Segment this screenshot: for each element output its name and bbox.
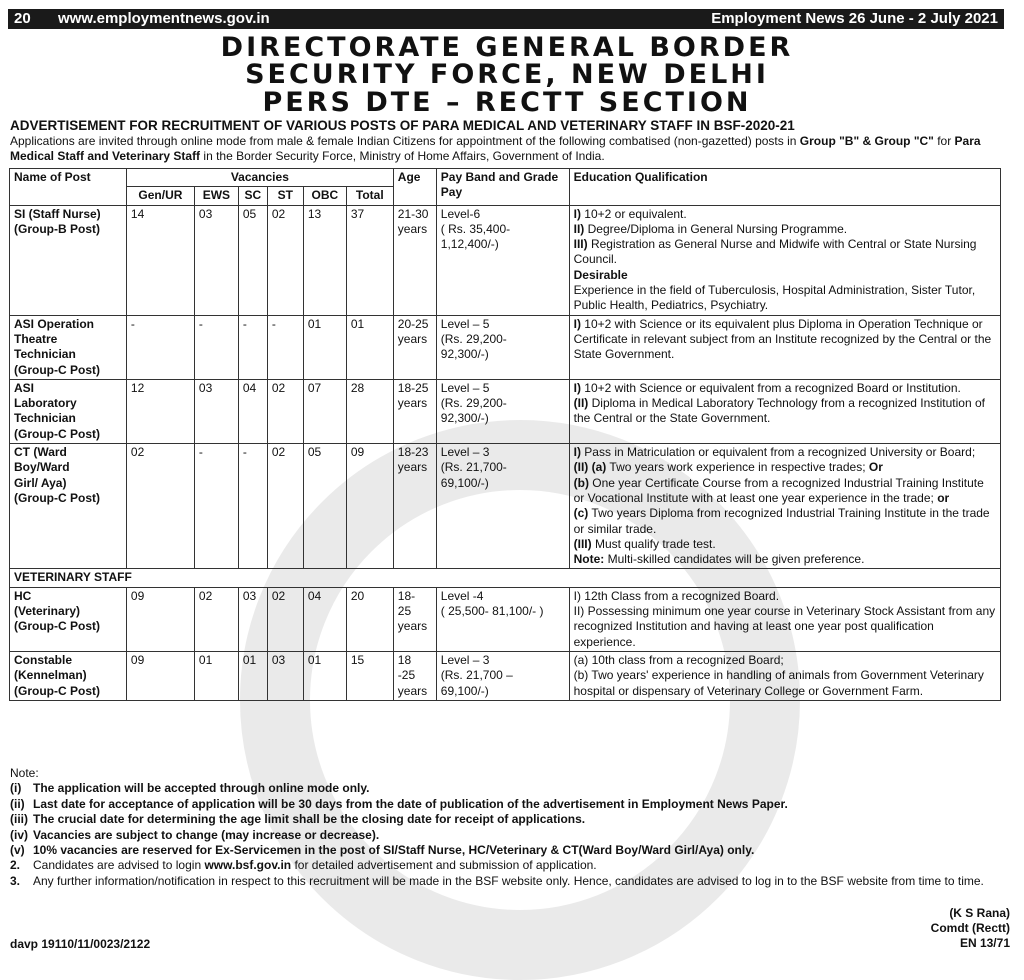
education-line (574, 668, 996, 699)
header-total: Total (346, 187, 393, 205)
education-text: Multi-skilled candidates will be given preference. (604, 552, 865, 567)
age-line: years (397, 460, 428, 475)
vacancy-ews-cell: 02 (194, 587, 238, 651)
education-line (574, 222, 996, 237)
note-key: (iv) (10, 827, 28, 842)
education-marker: II) (573, 221, 585, 236)
education-text: (b) Two years' experience in handling of animals from Government Veterinary hospital or dispensary of Veterinary College or Government Farm. (573, 668, 984, 698)
education-text: Must qualify trade test. (591, 536, 716, 551)
post-name-cell (10, 587, 127, 651)
post-name-line: CT (Ward (14, 445, 67, 460)
education-marker: Note: (573, 552, 605, 567)
education-cell (569, 315, 1000, 379)
post-name-line: (Group-C Post) (14, 426, 100, 441)
post-name-cell (10, 205, 127, 315)
note-key: 2. (10, 858, 21, 873)
post-name-line: HC (14, 588, 32, 603)
note-item (10, 781, 1005, 796)
vacancy-st-cell: 02 (267, 205, 303, 315)
intro-staff: Para Medical Staff and Veterinary Staff (10, 134, 981, 163)
post-name-cell (10, 651, 127, 700)
vacancy-st-cell: 02 (267, 587, 303, 651)
education-text: One year Certificate Course from a recognized Industrial Training Institute or Vocational Institute with at least one year experience in the trade; (573, 475, 984, 505)
education-line (574, 460, 996, 475)
education-line (574, 207, 996, 222)
age-line: 18-25 (397, 380, 429, 395)
vacancy-gen-cell: 09 (126, 587, 194, 651)
header-age: Age (393, 169, 436, 206)
pay-cell (436, 651, 569, 700)
site-url: www.employmentnews.gov.in (58, 10, 270, 27)
post-name-line: Laboratory (14, 396, 77, 411)
pay-line: ( Rs. 35,400- (440, 221, 511, 236)
pay-line: Level – 5 (440, 316, 490, 331)
education-marker: III) (573, 237, 588, 252)
age-line: 18-23 (397, 445, 429, 460)
vacancy-total-cell: 09 (346, 444, 393, 569)
education-marker: Desirable (573, 267, 628, 282)
age-line: 20-25 (397, 316, 429, 331)
title-line-3: PERS DTE – RECTT SECTION (262, 87, 752, 118)
header-obc: OBC (303, 187, 346, 205)
education-line (574, 589, 996, 604)
table-row (10, 444, 1001, 569)
bsf-website-link[interactable]: www.bsf.gov.in (204, 858, 292, 873)
intro-text-1: Applications are invited through online mode from male & female Indian Citizens for appointment of the following combatised (non-gazetted) posts in (10, 134, 800, 148)
header-education: Education Qualification (569, 169, 1000, 206)
education-text: Diploma in Medical Laboratory Technology from a recognized Institution of the Central or the State Government. (573, 396, 985, 426)
pay-line: 92,300/-) (440, 347, 489, 362)
education-line (574, 604, 996, 650)
pay-line: (Rs. 21,700 – (440, 668, 513, 683)
post-name-line: (Kennelman) (14, 668, 87, 683)
note-item-3 (10, 874, 1005, 889)
signature-code: EN 13/71 (959, 936, 1010, 950)
pay-cell (436, 587, 569, 651)
note-text: for detailed advertisement and submission of application. (291, 858, 597, 873)
note-text: Candidates are advised to login (33, 858, 205, 873)
intro-groups: Group "B" & Group "C" (799, 134, 934, 148)
education-marker: (III) (573, 536, 592, 551)
section-row (10, 569, 1001, 587)
post-name-line: Technician (14, 347, 76, 362)
vacancy-sc-cell: 03 (238, 587, 267, 651)
section-veterinary-staff: VETERINARY STAFF (10, 569, 1001, 587)
table-row (10, 587, 1001, 651)
vacancy-ews-cell: 03 (194, 379, 238, 443)
education-text: 10+2 or equivalent. (580, 206, 687, 221)
vacancy-total-cell: 37 (346, 205, 393, 315)
note-text: Last date for acceptance of application will be 30 days from the date of publication of the advertisement in Employment News Paper. (33, 796, 788, 811)
pay-line: Level – 3 (440, 652, 490, 667)
education-marker: Or (868, 460, 883, 475)
education-cell (569, 379, 1000, 443)
pay-cell (436, 379, 569, 443)
vacancy-obc-cell: 04 (303, 587, 346, 651)
post-name-line: (Group-C Post) (14, 362, 100, 377)
age-line: years (397, 619, 428, 634)
title-line-1: DIRECTORATE GENERAL BORDER (220, 32, 794, 63)
vacancy-total-cell: 01 (346, 315, 393, 379)
vacancy-sc-cell: 05 (238, 205, 267, 315)
education-text: Two years work experience in respective trades; (606, 460, 869, 475)
education-line (574, 237, 996, 268)
table-row (10, 205, 1001, 315)
note-item (10, 812, 1005, 827)
pay-cell (436, 205, 569, 315)
education-marker: I) (573, 316, 581, 331)
post-name-line: ASI Operation (14, 316, 95, 331)
vacancy-st-cell: 02 (267, 379, 303, 443)
intro-text-3: in the Border Security Force, Ministry of Home Affairs, Government of India. (200, 148, 605, 163)
pay-line: 92,300/-) (440, 411, 489, 426)
pay-line: 69,100/-) (440, 683, 489, 698)
age-line: years (397, 683, 428, 698)
header-vacancies: Vacancies (126, 169, 393, 187)
intro-paragraph (10, 134, 1010, 163)
education-line (574, 653, 996, 668)
vacancy-obc-cell: 13 (303, 205, 346, 315)
post-name-line: ASI (14, 380, 35, 395)
table-row (10, 651, 1001, 700)
age-line: years (397, 331, 428, 346)
vacancy-sc-cell: 04 (238, 379, 267, 443)
note-text: 10% vacancies are reserved for Ex-Servicemen in the post of SI/Staff Nurse, HC/Veterinary & CT(Ward Boy/Ward Girl/Aya) only. (33, 843, 755, 858)
pay-line: Level -4 (440, 588, 484, 603)
table-row (10, 315, 1001, 379)
note-item-2 (10, 858, 1005, 873)
education-marker: I) (573, 445, 581, 460)
education-line (574, 506, 996, 537)
note-item (10, 843, 1005, 858)
note-key: (v) (10, 843, 25, 858)
education-marker: (b) (573, 475, 589, 490)
education-marker: I) (573, 206, 581, 221)
education-text: Degree/Diploma in General Nursing Programme. (584, 221, 848, 236)
education-line (574, 476, 996, 507)
post-name-line: Boy/Ward (14, 460, 70, 475)
davp-number: davp 19110/11/0023/2122 (10, 937, 151, 951)
education-marker: I) (573, 380, 581, 395)
pay-line: (Rs. 29,200- (440, 396, 507, 411)
vacancy-obc-cell: 05 (303, 444, 346, 569)
education-marker: (II) (573, 396, 589, 411)
signature-block (931, 906, 1010, 951)
notes-label: Note: (10, 766, 39, 780)
pay-line: ( 25,500- 81,100/- ) (440, 604, 544, 619)
pay-line: (Rs. 29,200- (440, 331, 507, 346)
title-line-2: SECURITY FORCE, NEW DELHI (245, 59, 769, 90)
notes-section (10, 766, 1005, 889)
vacancy-obc-cell: 01 (303, 315, 346, 379)
vacancy-gen-cell: 14 (126, 205, 194, 315)
age-line: 18- 25 (397, 588, 416, 619)
page-number: 20 (14, 10, 31, 27)
pay-line: 69,100/-) (440, 475, 489, 490)
post-name-line: (Group-B Post) (14, 221, 100, 236)
note-item (10, 828, 1005, 843)
age-cell (393, 444, 436, 569)
age-cell (393, 651, 436, 700)
page-header-bar (8, 9, 1004, 29)
education-text: Two years Diploma from recognized Industrial Training Institute in the trade or similar trade. (573, 506, 990, 536)
vacancy-sc-cell: - (238, 444, 267, 569)
post-name-line: SI (Staff Nurse) (14, 206, 101, 221)
post-name-cell (10, 315, 127, 379)
vacancy-ews-cell: - (194, 315, 238, 379)
education-marker: (c) (573, 506, 589, 521)
note-key: (i) (10, 781, 22, 796)
age-line: years (397, 221, 428, 236)
age-cell (393, 205, 436, 315)
post-name-line: Constable (14, 652, 73, 667)
vacancy-ews-cell: 01 (194, 651, 238, 700)
note-text: The application will be accepted through online mode only. (33, 781, 370, 796)
post-name-line: (Group-C Post) (14, 683, 100, 698)
education-line (574, 317, 996, 363)
pay-line: Level – 3 (440, 445, 490, 460)
vacancy-gen-cell: 09 (126, 651, 194, 700)
education-line (574, 445, 996, 460)
advertisement-heading: ADVERTISEMENT FOR RECRUITMENT OF VARIOUS POSTS OF PARA MEDICAL AND VETERINARY STAFF IN BSF-2020-21 (10, 118, 795, 133)
education-marker: or (937, 490, 950, 505)
age-line: years (397, 396, 428, 411)
vacancy-total-cell: 15 (346, 651, 393, 700)
note-text: The crucial date for determining the age limit shall be the closing date for receipt of applications. (33, 812, 586, 827)
header-post: Name of Post (10, 169, 127, 206)
pay-line: 1,12,400/-) (440, 237, 499, 252)
vacancy-ews-cell: 03 (194, 205, 238, 315)
education-text: 10+2 with Science or equivalent from a recognized Board or Institution. (580, 380, 961, 395)
education-text: Registration as General Nurse and Midwife with Central or State Nursing Council. (573, 237, 977, 267)
note-item (10, 797, 1005, 812)
vacancy-st-cell: 03 (267, 651, 303, 700)
post-name-line: Girl/ Aya) (14, 475, 67, 490)
education-cell (569, 205, 1000, 315)
age-line: 21-30 (397, 206, 429, 221)
vacancy-table (9, 168, 1001, 701)
education-text: Pass in Matriculation or equivalent from a recognized University or Board; (580, 445, 976, 460)
signatory-name: (K S Rana) (949, 906, 1010, 920)
pay-cell (436, 444, 569, 569)
vacancy-ews-cell: - (194, 444, 238, 569)
education-text: (a) 10th class from a recognized Board; (573, 652, 784, 667)
age-line: 18 -25 (397, 652, 416, 683)
post-name-cell (10, 444, 127, 569)
pay-cell (436, 315, 569, 379)
vacancy-obc-cell: 07 (303, 379, 346, 443)
vacancy-obc-cell: 01 (303, 651, 346, 700)
vacancy-gen-cell: - (126, 315, 194, 379)
header-gen: Gen/UR (126, 187, 194, 205)
vacancy-gen-cell: 02 (126, 444, 194, 569)
table-row (10, 379, 1001, 443)
education-text: 10+2 with Science or its equivalent plus Diploma in Operation Technique or Certificate in relevant subject from an Institute recognized by the Central or the State Government. (573, 316, 992, 362)
education-text: II) Possessing minimum one year course in Veterinary Stock Assistant from any recognized Institution and having at least one year post qualification experience. (573, 604, 996, 649)
vacancy-st-cell: - (267, 315, 303, 379)
education-line (574, 268, 996, 283)
vacancy-sc-cell: 01 (238, 651, 267, 700)
pay-line: (Rs. 21,700- (440, 460, 507, 475)
vacancy-gen-cell: 12 (126, 379, 194, 443)
education-line (574, 283, 996, 314)
post-name-line: (Group-C Post) (14, 490, 100, 505)
note-text: Any further information/notification in respect to this recruitment will be made in the BSF website only. Hence, candidates are advised to log in to the BSF website from time to time. (33, 873, 984, 888)
post-name-line: (Group-C Post) (14, 619, 100, 634)
education-line (574, 396, 996, 427)
education-cell (569, 587, 1000, 651)
education-line (574, 537, 996, 552)
note-key: (ii) (10, 796, 25, 811)
post-name-line: Theatre (14, 331, 58, 346)
header-ews: EWS (194, 187, 238, 205)
header-sc: SC (238, 187, 267, 205)
education-text: I) 12th Class from a recognized Board. (573, 588, 780, 603)
post-name-line: Technician (14, 411, 76, 426)
header-st: ST (267, 187, 303, 205)
note-key: 3. (10, 873, 21, 888)
age-cell (393, 315, 436, 379)
header-pay: Pay Band and Grade Pay (436, 169, 569, 206)
note-key: (iii) (10, 812, 28, 827)
education-marker: (II) (a) (573, 460, 607, 475)
education-cell (569, 444, 1000, 569)
post-name-line: (Veterinary) (14, 604, 81, 619)
intro-text-2: for (933, 134, 955, 148)
post-name-cell (10, 379, 127, 443)
signatory-designation: Comdt (Rectt) (930, 921, 1010, 935)
vacancy-total-cell: 20 (346, 587, 393, 651)
education-line (574, 552, 996, 567)
note-text: Vacancies are subject to change (may increase or decrease). (33, 827, 380, 842)
education-line (574, 381, 996, 396)
pay-line: Level-6 (440, 206, 481, 221)
issue-date: Employment News 26 June - 2 July 2021 (711, 10, 998, 27)
age-cell (393, 587, 436, 651)
vacancy-st-cell: 02 (267, 444, 303, 569)
vacancy-total-cell: 28 (346, 379, 393, 443)
pay-line: Level – 5 (440, 380, 490, 395)
age-cell (393, 379, 436, 443)
vacancy-sc-cell: - (238, 315, 267, 379)
education-cell (569, 651, 1000, 700)
education-text: Experience in the field of Tuberculosis, Hospital Administration, Sister Tutor, Public Health, Pediatrics, Psychiatry. (573, 283, 976, 313)
